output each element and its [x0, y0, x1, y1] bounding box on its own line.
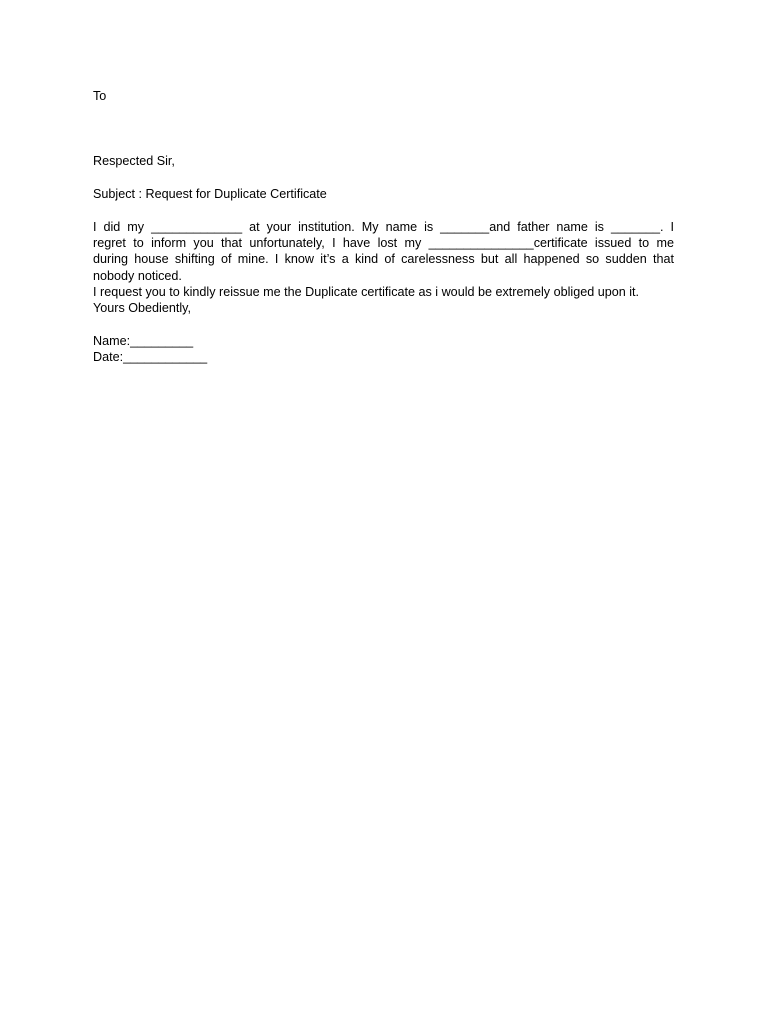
request-line: I request you to kindly reissue me the Duplicate certificate as i would be extremely obliged upon it. [93, 284, 640, 299]
body-line-3: during house shifting of mine. I know it’s a kind of carelessness but all happened so sudden that [93, 252, 674, 267]
recipient-line: To [93, 89, 107, 103]
salutation: Respected Sir, [93, 154, 175, 168]
body-line-1: I did my _____________ at your institution. My name is _______and father name is _______. I [93, 220, 674, 234]
closing-line: Yours Obediently, [93, 301, 192, 316]
letter-body [93, 219, 674, 316]
body-line-4: nobody noticed. [93, 268, 182, 283]
name-field: Name:_________ [93, 334, 194, 348]
subject-line: Subject : Request for Duplicate Certificate [93, 187, 327, 201]
signature-block [93, 333, 207, 365]
body-line-2: regret to inform you that unfortunately, I have lost my _______________certificate issued to me [93, 236, 674, 251]
date-field: Date:____________ [93, 350, 208, 365]
